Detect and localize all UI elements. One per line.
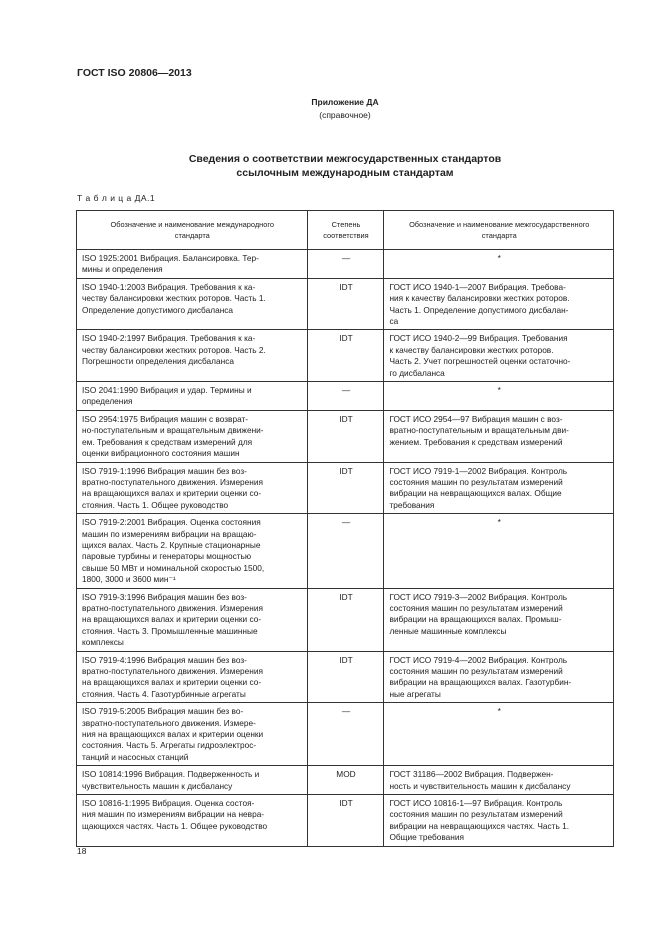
degree-cell: IDT [307, 651, 384, 703]
international-standard-cell: ISO 7919-2:2001 Вибрация. Оценка состояния машин по измерениям вибрации на вращаю- щихся валах. Часть 2. Крупные стационарные паровые турбины и генераторы мощностью свыше 50 МВт и номинальной скоростью 1500, 1800, 3000 и 3600 мин⁻¹ [77, 514, 308, 588]
national-standard-cell: ГОСТ 31186—2002 Вибрация. Подвержен- ность и чувствительность машин к дисбалансу [384, 766, 614, 795]
national-standard-cell: * [384, 250, 614, 279]
international-standard-cell: ISO 1940-2:1997 Вибрация. Требования к ка- честву балансировки жестких роторов. Часть 2. Погрешности определения дисбаланса [77, 330, 308, 382]
table-row [77, 514, 614, 588]
table-row [77, 651, 614, 703]
international-standard-cell: ISO 7919-5:2005 Вибрация машин без во- звратно-поступательного движения. Измере- ния на вращающихся валах и критерии оценки состояния. Часть 5. Агрегаты гидроэлектрос- танций и насосных станций [77, 703, 308, 766]
international-standard-cell: ISO 2954:1975 Вибрация машин с возврат- но-поступательным и вращательным движени- ем. Требования к средствам измерений для оценки вибрационного состояния машин [77, 410, 308, 462]
table-row [77, 382, 614, 411]
table-row [77, 703, 614, 766]
national-standard-cell: ГОСТ ИСО 10816-1—97 Вибрация. Контроль состояния машин по результатам измерений вибрации на невращающихся частях. Часть 1. Общие требования [384, 795, 614, 847]
national-standard-cell: ГОСТ ИСО 7919-4—2002 Вибрация. Контроль состояния машин по результатам измерений вибрации на вращающихся валах. Газотурбин- ные агрегаты [384, 651, 614, 703]
national-standard-cell: * [384, 703, 614, 766]
degree-cell: — [307, 250, 384, 279]
correspondence-table [76, 210, 614, 847]
international-standard-cell: ISO 1940-1:2003 Вибрация. Требования к ка- честву балансировки жестких роторов. Часть 1. Определение допустимого дисбаланса [77, 278, 308, 330]
degree-cell: — [307, 703, 384, 766]
table-row [77, 795, 614, 847]
table-row [77, 410, 614, 462]
degree-cell: IDT [307, 462, 384, 514]
table-row [77, 766, 614, 795]
document-code: ГОСТ ISO 20806—2013 [77, 67, 192, 79]
column-header-international: Обозначение и наименование международного стандарта [77, 211, 308, 250]
international-standard-cell: ISO 1925:2001 Вибрация. Балансировка. Тер- мины и определения [77, 250, 308, 279]
table-row [77, 278, 614, 330]
annex-title: Приложение ДА [311, 97, 379, 107]
table-caption: Т а б л и ц а ДА.1 [77, 193, 156, 203]
international-standard-cell: ISO 2041:1990 Вибрация и удар. Термины и определения [77, 382, 308, 411]
national-standard-cell: ГОСТ ИСО 1940-1—2007 Вибрация. Требова- ния к качеству балансировки жестких роторов. Часть 1. Определение допустимого дисбалан- са [384, 278, 614, 330]
degree-cell: IDT [307, 588, 384, 651]
column-header-degree: Степень соответствия [307, 211, 384, 250]
degree-cell: — [307, 382, 384, 411]
table-row [77, 462, 614, 514]
section-heading: Сведения о соответствии межгосударственных стандартов ссылочным международным стандартам [188, 153, 502, 179]
page-number: 18 [77, 846, 87, 856]
degree-cell: IDT [307, 410, 384, 462]
annex-subtitle: (справочное) [319, 110, 371, 120]
table-row [77, 250, 614, 279]
degree-cell: IDT [307, 278, 384, 330]
national-standard-cell: ГОСТ ИСО 7919-3—2002 Вибрация. Контроль состояния машин по результатам измерений вибрации на вращающихся валах. Промыш- ленные машинные комплексы [384, 588, 614, 651]
international-standard-cell: ISO 7919-4:1996 Вибрация машин без воз- вратно-поступательного движения. Измерения на вращающихся валах и критерии оценки со- стояния. Часть 4. Газотурбинные агрегаты [77, 651, 308, 703]
international-standard-cell: ISO 10814:1996 Вибрация. Подверженность и чувствительность машин к дисбалансу [77, 766, 308, 795]
international-standard-cell: ISO 10816-1:1995 Вибрация. Оценка состоя- ния машин по измерениям вибрации на невра- щающихся частях. Часть 1. Общее руководство [77, 795, 308, 847]
degree-cell: IDT [307, 330, 384, 382]
degree-cell: IDT [307, 795, 384, 847]
degree-cell: MOD [307, 766, 384, 795]
table-row [77, 588, 614, 651]
national-standard-cell: ГОСТ ИСО 1940-2—99 Вибрация. Требования к качеству балансировки жестких роторов. Часть 2. Учет погрешностей оценки остаточно- го дисбаланса [384, 330, 614, 382]
international-standard-cell: ISO 7919-1:1996 Вибрация машин без воз- вратно-поступательного движения. Измерения на вращающихся валах и критерии оценки со- стояния. Часть 1. Общее руководство [77, 462, 308, 514]
national-standard-cell: ГОСТ ИСО 2954—97 Вибрация машин с воз- вратно-поступательным и вращательным дви- жением. Требования к средствам измерений [384, 410, 614, 462]
international-standard-cell: ISO 7919-3:1996 Вибрация машин без воз- вратно-поступательного движения. Измерения на вращающихся валах и критерии оценки со- стояния. Часть 3. Промышленные машинные комплексы [77, 588, 308, 651]
table-row [77, 330, 614, 382]
national-standard-cell: ГОСТ ИСО 7919-1—2002 Вибрация. Контроль состояния машин по результатам измерений вибрации на невращающихся валах. Общие требования [384, 462, 614, 514]
national-standard-cell: * [384, 514, 614, 588]
degree-cell: — [307, 514, 384, 588]
table-header-row [77, 211, 614, 250]
national-standard-cell: * [384, 382, 614, 411]
column-header-national: Обозначение и наименование межгосударственного стандарта [384, 211, 614, 250]
